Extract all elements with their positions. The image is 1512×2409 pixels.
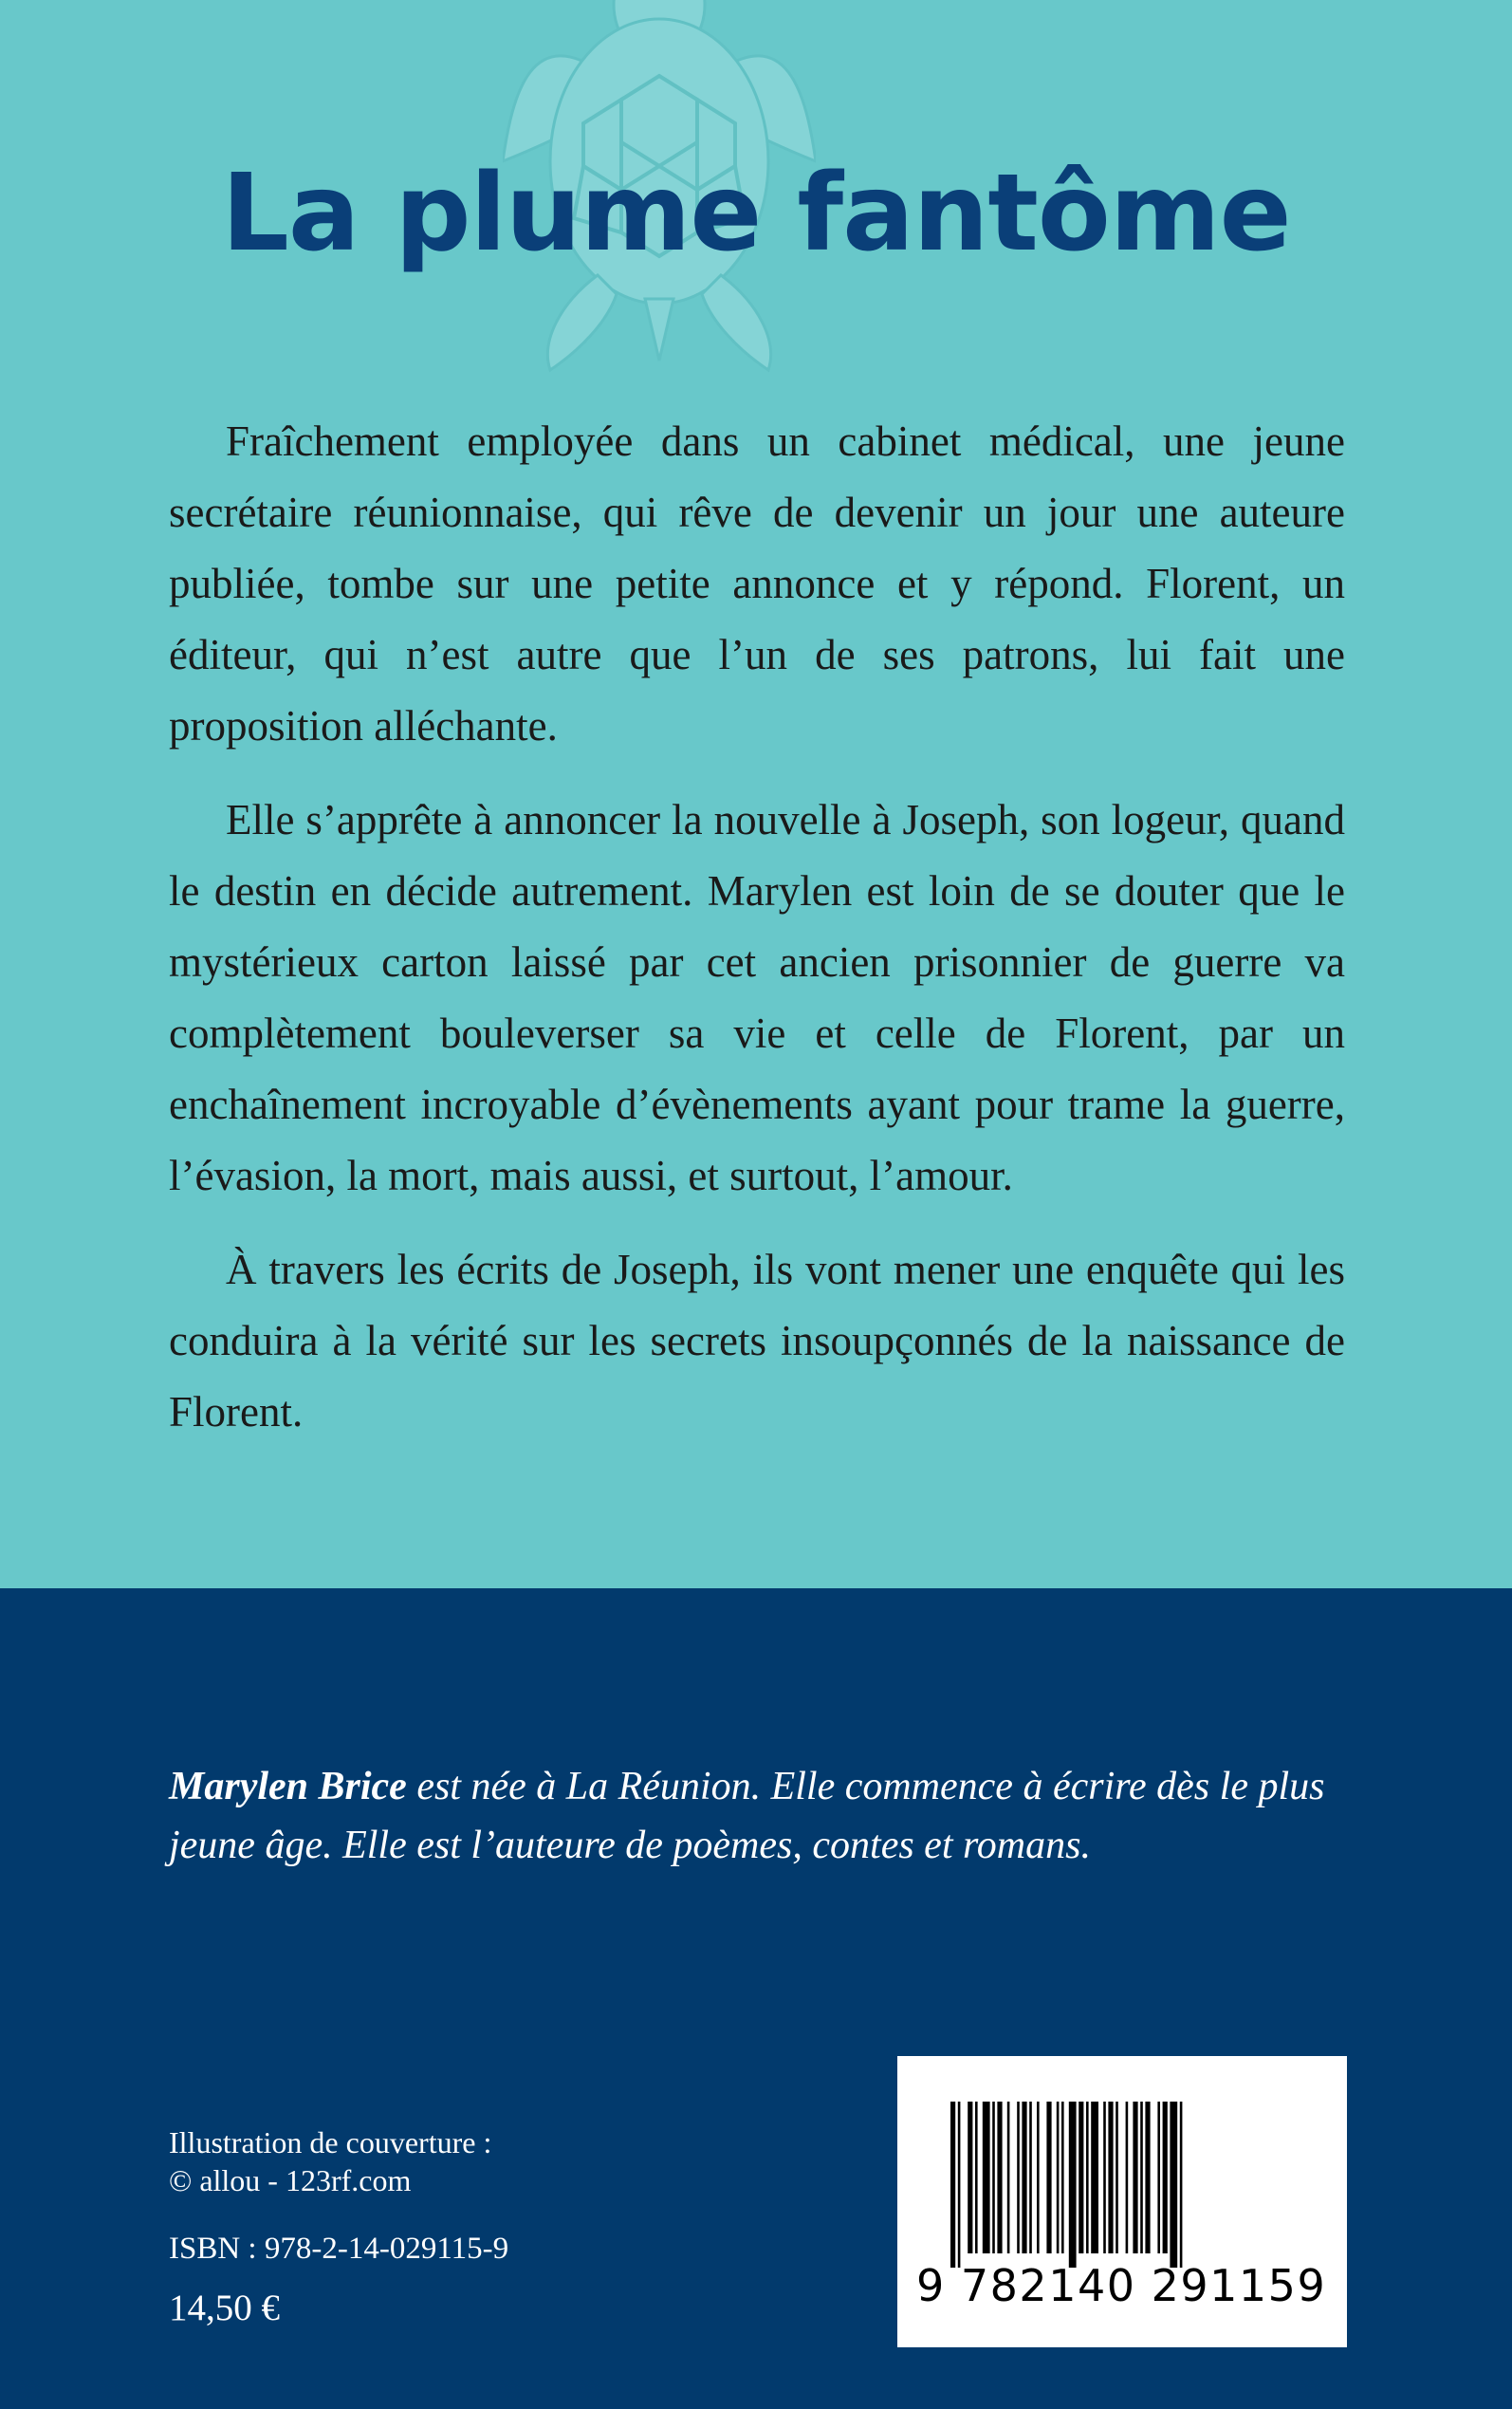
barcode-bars xyxy=(950,2102,1294,2268)
barcode-bar xyxy=(1103,2102,1106,2253)
barcode-bar xyxy=(1091,2102,1098,2253)
barcode-bar xyxy=(1157,2102,1160,2253)
book-title: La plume fantôme xyxy=(221,152,1291,275)
barcode-bar xyxy=(1086,2102,1089,2253)
blurb-paragraph-3: À travers les écrits de Joseph, ils vont mener une enquête qui les conduira à la vérité sur les secrets insoupçonnés de la naissance de Florent. xyxy=(169,1246,1345,1436)
barcode-bar xyxy=(968,2102,972,2253)
barcode-bar xyxy=(975,2102,978,2253)
illustration-credits xyxy=(169,2123,491,2199)
author-bio-text: est née à La Réunion. Elle commence à écrire dès le plus jeune âge. Elle est l’auteure de poèmes, contes et romans. xyxy=(169,1765,1325,1867)
barcode-bar xyxy=(1037,2102,1040,2253)
barcode-bar xyxy=(997,2102,1002,2253)
barcode-bar xyxy=(1057,2102,1060,2253)
price: 14,50 € xyxy=(169,2288,280,2328)
barcode-bar xyxy=(1007,2102,1010,2253)
back-cover-blurb xyxy=(169,406,1345,1471)
credits-line-1: Illustration de couverture : xyxy=(169,2125,492,2159)
barcode-digits: 9 782140 291159 xyxy=(916,2260,1327,2311)
barcode-bar xyxy=(1133,2102,1137,2253)
barcode-bar xyxy=(1029,2102,1032,2253)
barcode-bar xyxy=(1069,2102,1077,2268)
barcode-bar xyxy=(1046,2102,1051,2253)
barcode-bar xyxy=(1163,2102,1168,2253)
barcode-bar xyxy=(1126,2102,1129,2253)
blurb-paragraph-2: Elle s’apprête à annoncer la nouvelle à Joseph, son logeur, quand le destin en décide autrement. Marylen est loin de se douter que le mystérieux carton laissé par cet ancien prisonnier de guerre va complètement bouleverser sa vie et celle de Florent, par un enchaînement incroyable d’évènements ayant pour trame la guerre, l’évasion, la mort, mais aussi, et surtout, l’amour. xyxy=(169,796,1345,1199)
barcode-bar xyxy=(1170,2102,1177,2268)
barcode-bar xyxy=(992,2102,995,2253)
barcode-bar xyxy=(958,2102,961,2268)
barcode-bar xyxy=(1180,2102,1183,2268)
barcode-bar xyxy=(1145,2102,1150,2253)
barcode-bar xyxy=(1061,2102,1064,2253)
barcode-bar xyxy=(983,2102,990,2253)
isbn: ISBN : 978-2-14-029115-9 xyxy=(169,2232,509,2266)
blurb-paragraph-1: Fraîchement employée dans un cabinet médical, une jeune secrétaire réunionnaise, qui rêve de devenir un jour une auteure publiée, tombe sur une petite annonce et y répond. Florent, un éditeur, qui n’est autre que l’un de ses patrons, lui fait une proposition alléchante. xyxy=(169,417,1345,750)
author-name: Marylen Brice xyxy=(169,1765,407,1808)
barcode-bar xyxy=(1017,2102,1020,2253)
barcode-bar xyxy=(1116,2102,1118,2253)
author-bio xyxy=(169,1757,1345,1875)
credits-line-2: © allou - 123rf.com xyxy=(169,2163,412,2197)
barcode xyxy=(897,2056,1347,2347)
barcode-bar xyxy=(1079,2102,1083,2253)
barcode-bar xyxy=(1108,2102,1113,2253)
barcode-bar xyxy=(1140,2102,1143,2253)
barcode-bar xyxy=(950,2102,955,2268)
barcode-bar xyxy=(1022,2102,1026,2253)
